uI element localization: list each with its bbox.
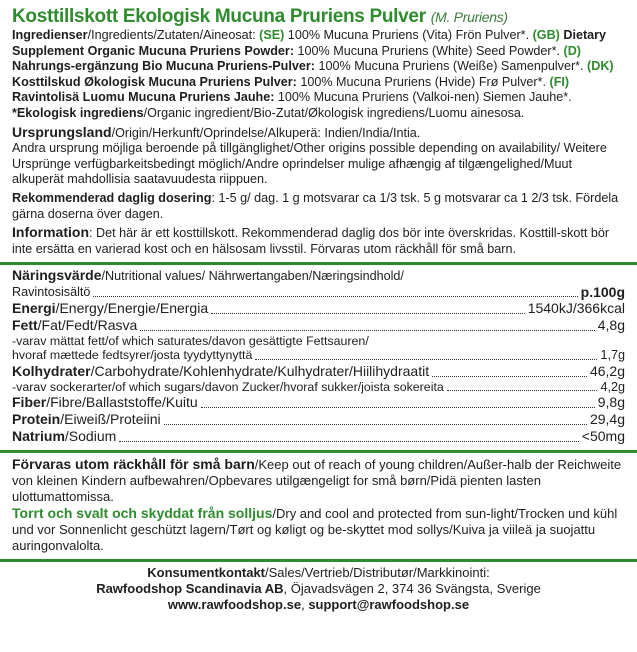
contact-section [12, 565, 625, 613]
dosage-section [12, 191, 625, 222]
bold-fi: Ravintolisä Luomu Mucuna Pruriens Jauhe: [12, 90, 275, 105]
nutrient-name-bold: Natrium [12, 428, 65, 445]
nutrient-name-bold: Energi [12, 299, 56, 316]
nutrition-row [12, 300, 625, 317]
ingredients-heading: Ingredienser [12, 28, 88, 42]
nutrient-value: 4,8g [597, 316, 625, 333]
organic-text: /Organic ingredient/Bio-Zutat/Økologisk ingrediens/Luomu ainesosa. [143, 105, 525, 120]
nutrient-value: 9,8g [597, 394, 625, 411]
contact-heading: Konsumentkontakt [147, 565, 266, 581]
bold-d: Nahrungs-ergänzung Bio Mucuna Pruriens-Pulver: [12, 59, 315, 74]
company-address: , Öjavadsvägen 2, 374 36 Svängsta, Sverige [283, 581, 541, 597]
leader-dots [255, 359, 597, 360]
company-name: Rawfoodshop Scandinavia AB [96, 581, 284, 597]
nutrient-name [12, 428, 116, 445]
nutrient-name-langs: -varav sockerarter/of which sugars/davon Zucker/hvoraf sukker/joista sokereita [12, 379, 444, 394]
origin-section [12, 125, 625, 142]
leader-dots [93, 296, 577, 297]
nutrition-row [12, 411, 625, 428]
nutrient-name [12, 394, 198, 411]
text-se: 100% Mucuna Pruriens (Vita) Frön Pulver*. [284, 28, 533, 42]
leader-dots [447, 390, 598, 391]
organic-note [12, 106, 625, 122]
nutrition-row [12, 348, 625, 363]
contact-langs: /Sales/Vertrieb/Distributør/Markkinointi: [265, 565, 490, 581]
nutrient-name [12, 363, 429, 380]
code-se: (SE) [259, 28, 285, 42]
nutrient-name-langs: /Sodium [64, 428, 117, 445]
contact-comma: , [301, 597, 309, 613]
email-link[interactable]: support@rawfoodshop.se [308, 597, 470, 613]
nutrient-value: 1540kJ/366kcal [527, 299, 625, 316]
separator-bottom [0, 559, 637, 562]
nutrition-heading-line2: Ravintosisältö [12, 284, 91, 299]
nutrition-header [12, 268, 625, 285]
per-100g: p.100g [580, 283, 625, 300]
text-fi: 100% Mucuna Pruriens (Valkoi-nen) Siemen Jauhe*. [274, 90, 572, 105]
storage-text-2: /Dry and cool and protected from sun-light/Trocken und kühl und vor Sonnenlicht geschützt lagern/Tørt og køligt og be-skyttet mod sollys/Kuiva ja viileä ja suojattu auringonvalolta. [12, 506, 618, 554]
separator-middle [0, 450, 637, 453]
nutrition-row [12, 428, 625, 445]
nutrient-name-langs: hvoraf mættede fedtsyrer/josta tyydyttynyttä [12, 348, 253, 363]
storage-section-2 [12, 505, 625, 554]
nutrient-value: 4,2g [600, 379, 625, 394]
nutrition-row [12, 380, 625, 395]
origin-note: Andra ursprung möjliga beroende på tillgänglighet/Other origins possible depending on availability/ Weitere Ursprünge verfügbarkeitsbedingt möglich/Andre oprindelser mulige afhængig af tilgængelighed/Muut alkuperät mahdollisia saatavuudesta riippuen. [12, 141, 607, 187]
code-gb: (GB) [532, 28, 560, 42]
storage-heading-2: Torrt och svalt och skyddat från solljus [12, 505, 273, 522]
website-link[interactable]: www.rawfoodshop.se [167, 597, 302, 613]
title-latin: (M. Pruriens) [430, 9, 508, 25]
nutrient-name-langs: /Energy/Energie/Energia [55, 299, 209, 316]
nutrient-name [12, 380, 444, 395]
nutrient-name-bold: Kolhydrater [12, 362, 91, 379]
storage-section [12, 456, 625, 505]
leader-dots [211, 313, 525, 314]
leader-dots [201, 407, 595, 408]
storage-text-1: /Keep out of reach of young children/Außer-halb der Reichweite von kleinen Kindern aufbewahren/Opbevares utilgængeligt for små børn/Pidä pienten lasten ulottumattomissa. [12, 457, 622, 505]
nutrient-name-langs: /Carbohydrate/Kohlenhydrate/Kulhydrater/Hiilihydraatit [90, 362, 430, 379]
nutrition-row [12, 317, 625, 334]
nutrient-name-langs: /Fat/Fedt/Rasva [37, 316, 138, 333]
nutrient-name [12, 348, 252, 363]
nutrient-name-bold: Protein [12, 411, 61, 428]
nutrition-heading: Näringsvärde [12, 267, 102, 284]
storage-heading-1: Förvaras utom räckhåll för små barn [12, 456, 255, 473]
nutrition-row [12, 363, 625, 380]
leader-dots [164, 424, 587, 425]
origin-heading: Ursprungsland [12, 123, 112, 140]
nutrition-header-row [12, 285, 625, 300]
nutrient-value: 29,4g [589, 411, 625, 428]
code-fi: (FI) [549, 74, 570, 89]
title-main: Kosttillskott Ekologisk Mucuna Pruriens Pulver [12, 6, 426, 27]
nutrient-name [12, 334, 369, 349]
nutrient-name-langs: -varav mättat fett/of which saturates/davon gesättigte Fettsauren/ [12, 333, 369, 348]
information-text: : Det här är ett kosttillskott. Rekommenderad daglig dos bör inte överskridas. Kosttill-skott bör inte ersätta en varierad kost och en hälsosam livsstil. Förvaras utom räckhåll för små barn. [12, 226, 610, 256]
code-dk: (DK) [587, 59, 614, 74]
nutrition-langs: /Nutritional values/ Nährwertangaben/Næringsindhold/ [101, 269, 404, 284]
leader-dots [119, 441, 579, 442]
nutrition-row [12, 394, 625, 411]
dosage-heading: Rekommenderad daglig dosering [12, 190, 212, 205]
nutrient-name-langs: /Eiweiß/Proteiini [60, 411, 161, 428]
information-section [12, 225, 625, 257]
nutrient-name [12, 317, 137, 334]
leader-dots [140, 330, 594, 331]
nutrient-name [12, 300, 208, 317]
nutrient-value: 1,7g [600, 348, 625, 363]
nutrient-name-langs: /Fibre/Ballaststoffe/Kuitu [46, 394, 198, 411]
nutrition-table [12, 268, 625, 445]
information-heading: Information [12, 224, 89, 241]
ingredients-langs: /Ingredients/Zutaten/Aineosat: [87, 28, 260, 42]
nutrient-value: <50mg [581, 428, 625, 445]
nutrient-name [12, 411, 161, 428]
dosage-text: : 1-5 g/ dag. 1 g motsvarar ca 1/3 tsk. 5 g motsvarar ca 1 2/3 tsk. Fördela gärna doserna över dagen. [12, 190, 619, 221]
nutrient-name-bold: Fett [12, 316, 38, 333]
bold-dk: Kosttilskud Økologisk Mucuna Pruriens Pulver: [12, 74, 297, 89]
text-dk: 100% Mucuna Pruriens (Hvide) Frø Pulver*. [296, 74, 550, 89]
nutrient-value: 46,2g [589, 362, 625, 379]
nutrition-rows [12, 300, 625, 446]
text-gb: 100% Mucuna Pruriens (White) Seed Powder*. [294, 43, 564, 58]
ingredients-section [12, 28, 625, 106]
product-title [12, 6, 625, 28]
nutrient-name-bold: Fiber [12, 394, 47, 411]
text-d: 100% Mucuna Pruriens (Weiße) Samenpulver*. [314, 59, 588, 74]
nutrition-row [12, 334, 625, 349]
origin-text: /Origin/Herkunft/Oprindelse/Alkuperä: Indien/India/Intia. [111, 125, 421, 140]
leader-dots [432, 376, 587, 377]
organic-bold: *Ekologisk ingrediens [12, 105, 144, 120]
bold-gb: Dietary Supplement Organic Mucuna Pruriens Powder: [12, 28, 607, 58]
code-d: (D) [563, 43, 581, 58]
separator-top [0, 262, 637, 265]
